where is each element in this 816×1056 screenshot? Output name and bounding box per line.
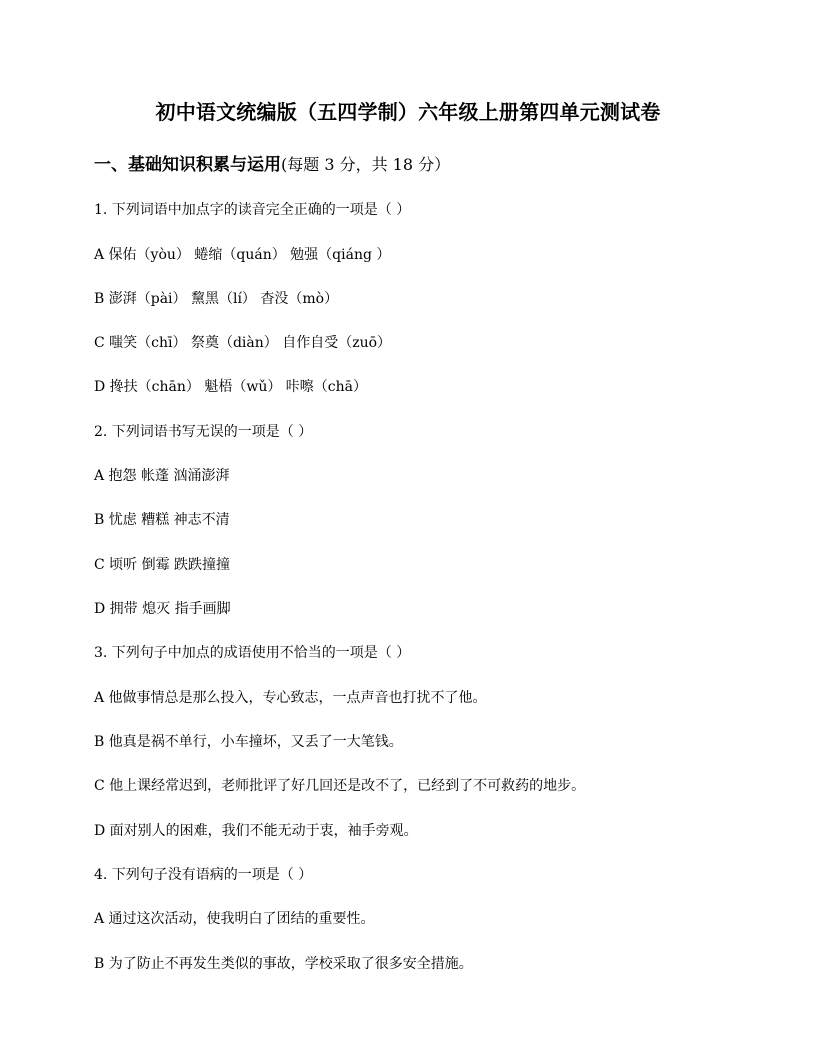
section-heading [94, 150, 450, 175]
question-1-option-d: D 搀扶（chān） 魁梧（wǔ） 咔嚓（chā） [94, 379, 367, 395]
question-3-stem: 3. 下列句子中加点的成语使用不恰当的一项是（ ） [94, 645, 411, 661]
question-3-option-c: C 他上课经常迟到，老师批评了好几回还是改不了，已经到了不可救药的地步。 [94, 778, 586, 794]
question-1-option-b: B 澎湃（pài） 黧黑（lí） 杳没（mò） [94, 291, 339, 307]
question-1-option-c: C 嗤笑（chī） 祭奠（diàn） 自作自受（zuō） [94, 335, 392, 351]
question-2-option-b: B 忧虑 糟糕 神志不清 [94, 512, 230, 528]
question-1-option-a: A 保佑（yòu） 蜷缩（quán） 勉强（qiáng ） [94, 247, 391, 263]
question-2-option-a: A 抱怨 帐蓬 汹涌澎湃 [94, 468, 230, 484]
question-1-stem: 1. 下列词语中加点字的读音完全正确的一项是（ ） [94, 202, 411, 218]
document-title: 初中语文统编版（五四学制）六年级上册第四单元测试卷 [155, 100, 661, 124]
question-3-option-d: D 面对别人的困难，我们不能无动于衷，袖手旁观。 [94, 823, 418, 839]
question-2-option-d: D 拥带 熄灭 指手画脚 [94, 601, 231, 617]
question-4-stem: 4. 下列句子没有语病的一项是（ ） [94, 867, 313, 883]
section-heading-text: 一、基础知识积累与运用 [94, 155, 281, 175]
question-4-option-a: A 通过这次活动，使我明白了团结的重要性。 [94, 911, 375, 927]
question-2-option-c: C 顷听 倒霉 跌跌撞撞 [94, 557, 231, 573]
question-4-option-b: B 为了防止不再发生类似的事故，学校采取了很多安全措施。 [94, 956, 473, 972]
section-score-note: (每题 3 分，共 18 分） [281, 155, 451, 174]
question-2-stem: 2. 下列词语书写无误的一项是（ ） [94, 424, 313, 440]
question-3-option-b: B 他真是祸不单行，小车撞坏，又丢了一大笔钱。 [94, 734, 403, 750]
question-3-option-a: A 他做事情总是那么投入，专心致志，一点声音也打扰不了他。 [94, 690, 487, 706]
